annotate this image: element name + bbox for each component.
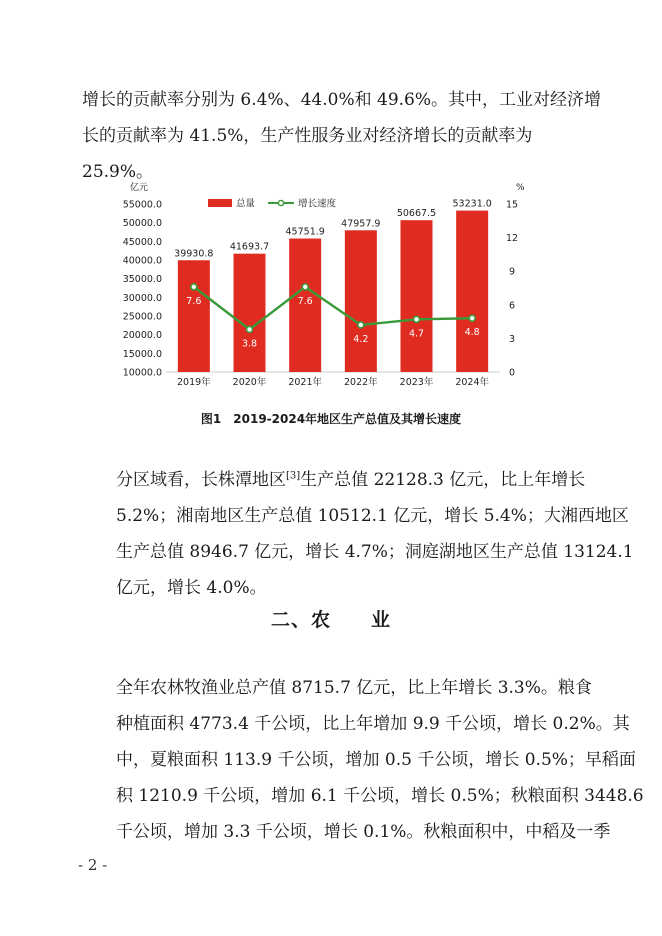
text-line: 种植面积 4773.4 千公顷，比上年增加 9.9 千公顷，增长 0.2%。其: [116, 714, 630, 734]
growth-rate-label: 4.7: [408, 328, 425, 340]
bar-total: [178, 260, 210, 372]
text-line: 全年农林牧渔业总产值 8715.7 亿元，比上年增长 3.3%。粮食: [116, 678, 592, 698]
left-axis-tick-label: 15000.0: [122, 348, 162, 360]
right-axis-tick-label: 0: [508, 367, 516, 379]
paragraph-regional-gdp: [82, 462, 634, 606]
legend-marker-growth: [278, 200, 283, 205]
growth-rate-label: 4.2: [353, 333, 369, 345]
x-axis-tick-label: 2019年: [176, 377, 211, 388]
page-number: - 2 -: [78, 856, 108, 874]
text-line: 生产总值 8946.7 亿元，增长 4.7%；洞庭湖地区生产总值 13124.1: [116, 542, 634, 562]
right-axis-tick-label: 9: [508, 266, 516, 278]
bar-total: [345, 230, 377, 372]
right-axis-tick-label: 12: [505, 233, 519, 245]
figure-caption-label: 图1: [200, 412, 222, 426]
figure-caption-title: 2019-2024年地区生产总值及其增长速度: [233, 412, 462, 426]
x-axis-tick-label: 2023年: [399, 377, 434, 388]
bar-value-label: 41693.7: [229, 241, 270, 253]
left-axis-tick-label: 20000.0: [122, 330, 162, 342]
left-axis-tick-label: 40000.0: [122, 255, 162, 267]
left-axis-tick-label: 50000.0: [122, 218, 162, 230]
x-axis-tick-label: 2020年: [232, 377, 267, 388]
left-axis-tick-label: 45000.0: [122, 236, 162, 248]
legend-label-total: 总量: [236, 198, 256, 210]
text-line: 千公顷，增加 3.3 千公顷，增长 0.1%。秋粮面积中，中稻及一季: [116, 822, 611, 842]
left-axis-tick-label: 35000.0: [122, 274, 162, 286]
x-axis-tick-label: 2021年: [288, 377, 323, 388]
bar-value-label: 53231.0: [452, 198, 492, 210]
footnote-ref: [3]: [286, 470, 301, 482]
left-axis-tick-label: 10000.0: [122, 367, 162, 379]
growth-rate-point: [191, 284, 197, 290]
growth-rate-point: [302, 284, 308, 290]
text-line: 增长的贡献率分别为 6.4%、44.0%和 49.6%。其中，工业对经济增: [82, 90, 602, 110]
bar-total: [234, 254, 266, 372]
x-axis-tick-label: 2024年: [455, 377, 490, 388]
right-axis-tick-label: 6: [508, 300, 516, 312]
left-axis-unit: 亿元: [130, 183, 149, 193]
text-segment: 分区域看，长株潭地区: [116, 470, 286, 490]
text-line: 亿元，增长 4.0%。: [116, 578, 267, 598]
left-axis-tick-label: 25000.0: [122, 311, 162, 323]
growth-rate-point: [469, 315, 475, 321]
right-axis-unit: %: [516, 183, 525, 193]
text-line: 中，夏粮面积 113.9 千公顷，增加 0.5 千公顷，增长 0.5%；早稻面: [116, 750, 636, 770]
growth-rate-label: 4.8: [464, 327, 480, 339]
text-line: 25.9%。: [82, 162, 154, 182]
bar-total: [456, 211, 488, 372]
paragraph-agriculture: [82, 670, 644, 850]
bar-value-label: 50667.5: [396, 208, 437, 220]
growth-rate-label: 7.6: [297, 295, 313, 307]
text-line: 积 1210.9 千公顷，增加 6.1 千公顷，增长 0.5%；秋粮面积 3448.6: [116, 786, 644, 806]
figure-caption: [0, 410, 662, 427]
right-axis-tick-label: 3: [508, 333, 516, 345]
bar-value-label: 45751.9: [285, 226, 325, 238]
x-axis-tick-label: 2022年: [343, 377, 378, 388]
bar-value-label: 47957.9: [341, 218, 381, 230]
growth-rate-point: [358, 322, 364, 328]
legend-label-growth: 增长速度: [298, 198, 337, 210]
text-line: [82, 462, 586, 498]
legend-swatch-total: [208, 199, 232, 207]
left-axis-tick-label: 30000.0: [122, 292, 162, 304]
growth-rate-label: 7.6: [186, 295, 202, 307]
section-heading-agriculture: 二、农 业: [270, 609, 391, 631]
text-line: 长的贡献率为 41.5%，生产性服务业对经济增长的贡献率为: [82, 126, 533, 146]
gdp-chart: [100, 178, 540, 398]
right-axis-tick-label: 15: [505, 199, 519, 211]
text-line: 5.2%；湘南地区生产总值 10512.1 亿元，增长 5.4%；大湘西地区: [116, 506, 629, 526]
text-segment: 生产总值 22128.3 亿元，比上年增长: [300, 470, 586, 490]
paragraph-contribution-rates: [82, 82, 602, 190]
bar-value-label: 39930.8: [174, 248, 214, 260]
bar-total: [401, 220, 433, 372]
growth-rate-point: [414, 316, 420, 322]
growth-rate-point: [247, 326, 253, 332]
growth-rate-label: 3.8: [241, 338, 258, 350]
left-axis-tick-label: 55000.0: [122, 199, 162, 211]
